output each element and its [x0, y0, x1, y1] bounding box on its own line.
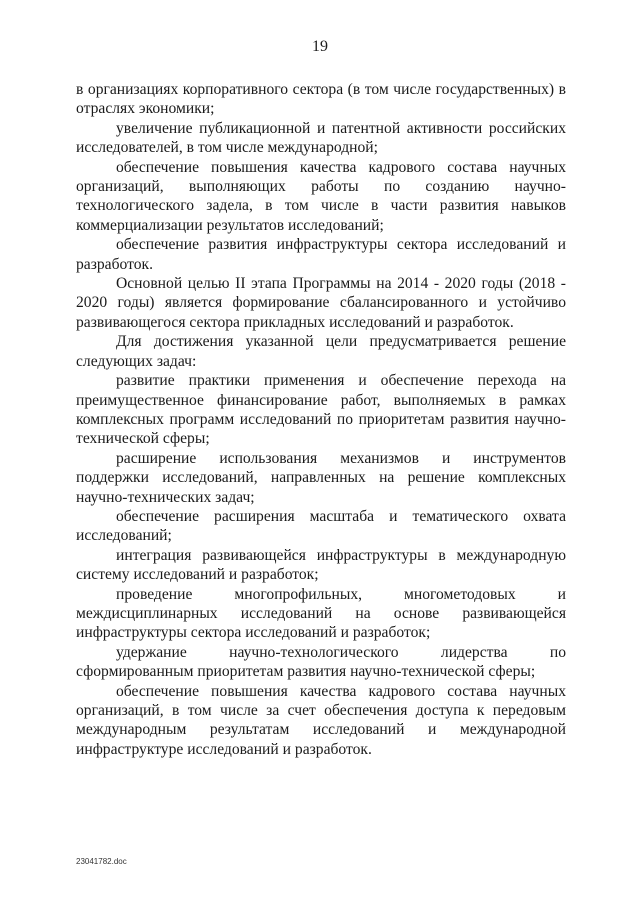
page-number: 19 [312, 38, 328, 55]
paragraph: расширение использования механизмов и инструментов поддержки исследований, направленных на решение комплексных научно-технических задач; [76, 449, 566, 506]
paragraph: увеличение публикационной и патентной активности российских исследователей, в том числе международной; [76, 119, 566, 157]
paragraph: в организациях корпоративного сектора (в том числе государственных) в отраслях экономики; [76, 81, 566, 118]
paragraph: обеспечение повышения качества кадрового состава научных организаций, в том числе за счет обеспечения доступа к передовым международным результатам исследований и международной инфраструктуре исследований и разработок. [76, 682, 566, 758]
document-body [76, 80, 566, 759]
paragraph: проведение многопрофильных, многометодовых и междисциплинарных исследований на основе развивающейся инфраструктуры сектора исследований и разработок; [76, 585, 566, 642]
paragraph: удержание научно-технологического лидерства по сформированным приоритетам развития научно-технической сферы; [76, 643, 566, 681]
paragraph: развитие практики применения и обеспечение перехода на преимущественное финансирование работ, выполняемых в рамках комплексных программ исследований по приоритетам развития научно-технической сферы; [76, 372, 566, 448]
paragraph: обеспечение расширения масштаба и тематического охвата исследований; [76, 507, 566, 545]
paragraph: обеспечение повышения качества кадрового состава научных организаций, выполняющих работы по созданию научно-технологического задела, в том числе в части развития навыков коммерциализации результатов исследований; [76, 158, 566, 234]
paragraph: Основной целью II этапа Программы на 2014 - 2020 годы (2018 - 2020 годы) является формирование сбалансированного и устойчиво развивающегося сектора прикладных исследований и разработок. [76, 275, 566, 331]
paragraph: интеграция развивающейся инфраструктуры в международную систему исследований и разработок; [76, 546, 566, 584]
document-filename-footer: 23041782.doc [76, 857, 127, 866]
paragraph: Для достижения указанной цели предусматривается решение следующих задач: [76, 333, 566, 370]
paragraph: обеспечение развития инфраструктуры сектора исследований и разработок. [76, 236, 566, 273]
